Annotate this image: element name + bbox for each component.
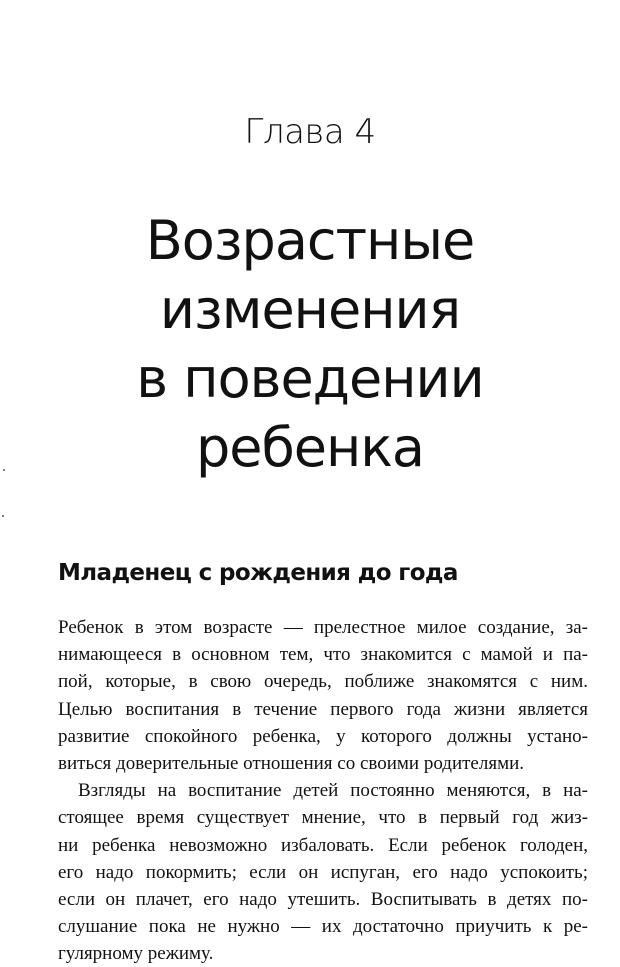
text-line: Ребенок в этом возрасте — прелестное милое создание, за- <box>58 617 588 638</box>
text-line: стоящее время существует мнение, что в первый год жиз- <box>58 807 588 829</box>
section-heading: Младенец с рождения до года <box>58 560 458 586</box>
scan-speck <box>3 469 5 471</box>
text-line: слушание пока не нужно — их достаточно приучить к ре- <box>58 916 588 938</box>
text-line: если он плачет, его надо утешить. Воспитывать в детях по- <box>58 888 588 910</box>
text-line: его надо покормить; если он испуган, его надо успокоить; <box>58 861 588 883</box>
text-line: Взгляды на воспитание детей постоянно меняются, в на- <box>78 780 588 802</box>
chapter-title-line: в поведении <box>136 347 484 410</box>
chapter-label: Глава 4 <box>244 112 376 152</box>
text-line: ни ребенка невозможно избаловать. Если ребенок голоден, <box>58 834 588 856</box>
text-line: виться доверительные отношения со своими родителями. <box>58 752 525 774</box>
chapter-title-line: ребенка <box>195 416 425 479</box>
paragraph <box>58 614 588 777</box>
text-line: пой, которые, в свою очередь, поближе знакомятся с ним. <box>58 671 588 693</box>
chapter-title <box>0 206 620 482</box>
chapter-title-line: изменения <box>159 278 461 341</box>
paragraph <box>58 777 588 967</box>
text-line: Целью воспитания в течение первого года жизни является <box>58 698 588 720</box>
body-text <box>58 614 588 967</box>
text-line: гулярному режиму. <box>58 943 214 965</box>
chapter-title-line: Возрастные <box>145 209 475 272</box>
text-line: нимающееся в основном тем, что знакомится с мамой и па- <box>58 644 588 666</box>
text-line: развитие спокойного ребенка, у которого должны устано- <box>58 725 588 747</box>
scan-speck <box>2 515 4 517</box>
